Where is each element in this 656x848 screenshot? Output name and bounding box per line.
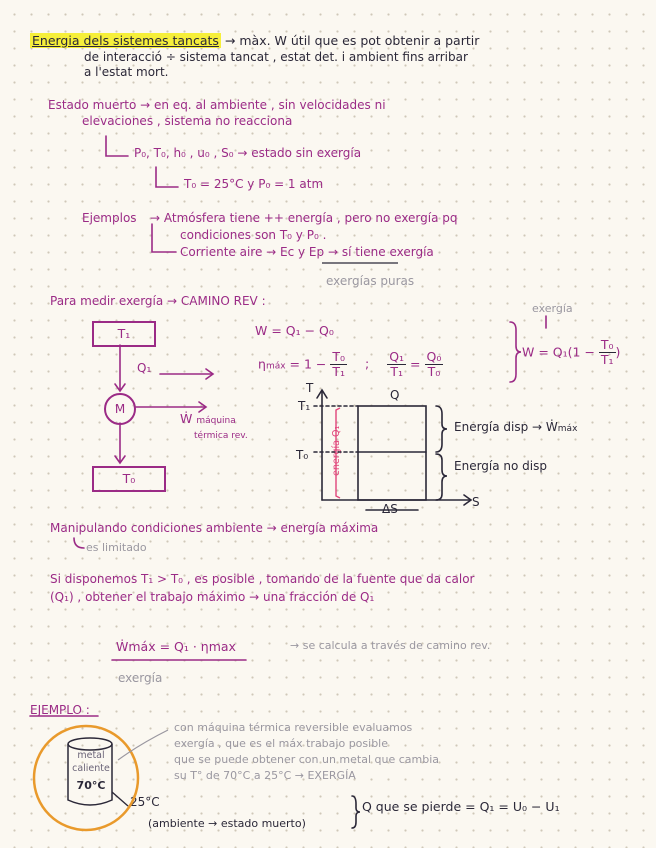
ambient-note: (ambiente → estado muerto) <box>148 817 306 830</box>
conclusion-formula: Ẇmáx = Q₁ · ηmax <box>116 639 236 654</box>
examples-bracket <box>152 224 176 252</box>
q1-label: Q₁ <box>137 361 152 375</box>
can-label-2: caliente <box>72 763 110 774</box>
red-energy-bracket <box>336 408 340 498</box>
available-energy-text: Energía disp → Ẇ <box>454 420 558 434</box>
can-top <box>68 738 112 750</box>
heat-loss-equation: Q que se pierde = Q₁ = U₀ − U₁ <box>362 799 560 814</box>
conclusion-formula-note: → se calcula a través de camino rev. <box>290 639 491 652</box>
ratio-den-1: T₁ <box>390 364 403 380</box>
ratio-den-2: T₀ <box>427 364 441 380</box>
ts-y-axis-label: T <box>306 381 314 395</box>
hook-arrow-2 <box>156 167 178 187</box>
manipulate-note: es limitado <box>86 541 147 554</box>
unavailable-energy-label: Energía no disp <box>454 459 547 473</box>
work-result: W = Q₁(1 − $\frac{\text{T₀}}{\text{T₁}}$ ) <box>522 337 621 368</box>
work-symbol: Ẇ <box>180 411 193 426</box>
eta-equals: = 1 − <box>289 356 327 372</box>
title-term: Energia dels sistemes tancats <box>32 33 219 48</box>
ratio-num-2: Q₀ <box>426 349 442 364</box>
dead-state-line-1: Estado muerto → en eq. al ambiente , sin velocidades ni <box>48 98 386 112</box>
conclusion-line-2: (Q₁) , obtener el trabajo máximo → una fracción de Q₁ <box>50 590 375 604</box>
orange-circle <box>34 726 138 830</box>
eta-numerator: T₀ <box>332 349 346 364</box>
manipulate-line: Manipulando condiciones ambiente → energía máxima <box>50 521 379 535</box>
work-result-den: T₁ <box>600 352 614 368</box>
hook-arrow-1 <box>106 136 128 156</box>
example-heading: EJEMPLO : <box>30 703 90 717</box>
eta-subscript: máx <box>265 361 286 372</box>
ts-t1-label: T₁ <box>298 399 311 413</box>
dead-state-conditions: T₀ = 25°C y P₀ = 1 atm <box>184 177 324 191</box>
work-result-num: T₀ <box>600 337 614 352</box>
conclusion-exergia: exergía <box>118 671 163 685</box>
work-subscript-2: térmica rev. <box>194 431 248 441</box>
heat-loss-brace <box>352 796 360 828</box>
ts-q-label: Q <box>390 388 400 402</box>
can-body <box>68 744 112 805</box>
cold-reservoir-box: T₀ <box>92 466 166 492</box>
example-desc-4: su T° de 70°C a 25°C → EXERGÍA <box>174 769 356 782</box>
examples-label: Ejemplos <box>82 211 137 225</box>
work-result-lhs: W = Q₁ <box>522 344 568 360</box>
hot-reservoir-box: T₁ <box>92 321 156 347</box>
eta-symbol: η <box>258 356 266 372</box>
ts-t0-label: T₀ <box>296 448 309 462</box>
engine-circle: M <box>104 393 136 425</box>
unavailable-brace <box>436 454 447 500</box>
dead-state-props: P₀, T₀, h₀ , u₀ , S₀ → estado sin exergía <box>134 146 362 160</box>
ambient-temperature: 25°C <box>130 795 160 809</box>
efficiency-equation: ηmáx = 1 − $\frac{\text{T₀}}{\text{T₁}}$ ; $\frac{\text{Q₁}}{\text{T₁}}$ = $\frac{\text{Q₀}}{\text{T₀}}$ <box>258 349 442 380</box>
examples-note: exergías puras <box>326 274 415 288</box>
ts-delta-s-label: ΔS <box>382 502 398 516</box>
examples-line-3: Corriente aire → Ec y Ep → sí tiene exergía <box>180 245 434 259</box>
ts-red-energy-label: energía Q₁ <box>331 425 342 476</box>
available-energy-sub: máx <box>557 424 578 434</box>
eta-denominator: T₁ <box>332 364 346 380</box>
ts-rectangle <box>358 406 426 500</box>
conclusion-line-1: Si disponemos T₁ > T₀ , es posible , tomando de la fuente que da calor <box>50 572 475 586</box>
can-temperature: 70°C <box>76 779 106 792</box>
title-definition: → màx. W útil que es pot obtenir a partir <box>224 33 480 48</box>
available-brace <box>436 406 447 452</box>
work-equation: W = Q₁ − Q₀ <box>255 323 334 338</box>
manipulate-hook <box>74 538 84 548</box>
work-subscript: máquina <box>196 416 236 426</box>
equation-brace <box>510 322 521 382</box>
example-desc-1: con máquina térmica reversible evaluamos <box>174 721 413 734</box>
examples-line-2: condiciones son T₀ y P₀ . <box>180 228 327 242</box>
exergia-label: exergía <box>532 302 573 315</box>
can-label-1: metal <box>77 750 105 761</box>
title-line-2: de interacció ÷ sistema tancat , estat det. i ambient fins arribar <box>84 50 468 64</box>
title-line-3: a l'estat mort. <box>84 65 169 79</box>
ratio-num-1: Q₁ <box>389 349 405 364</box>
ambient-arrow <box>112 792 128 806</box>
ts-x-axis-label: S <box>472 495 480 509</box>
measure-heading: Para medir exergía → CAMINO REV : <box>50 294 266 308</box>
example-desc-3: que se puede obtener con un metal que cambia <box>174 753 440 766</box>
example-desc-2: exergía , que es el máx trabajo posible <box>174 737 388 750</box>
dead-state-line-2: elevaciones , sistema no reacciona <box>82 114 293 128</box>
examples-line-1: → Atmósfera tiene ++ energía , pero no exergía pq <box>150 211 458 225</box>
